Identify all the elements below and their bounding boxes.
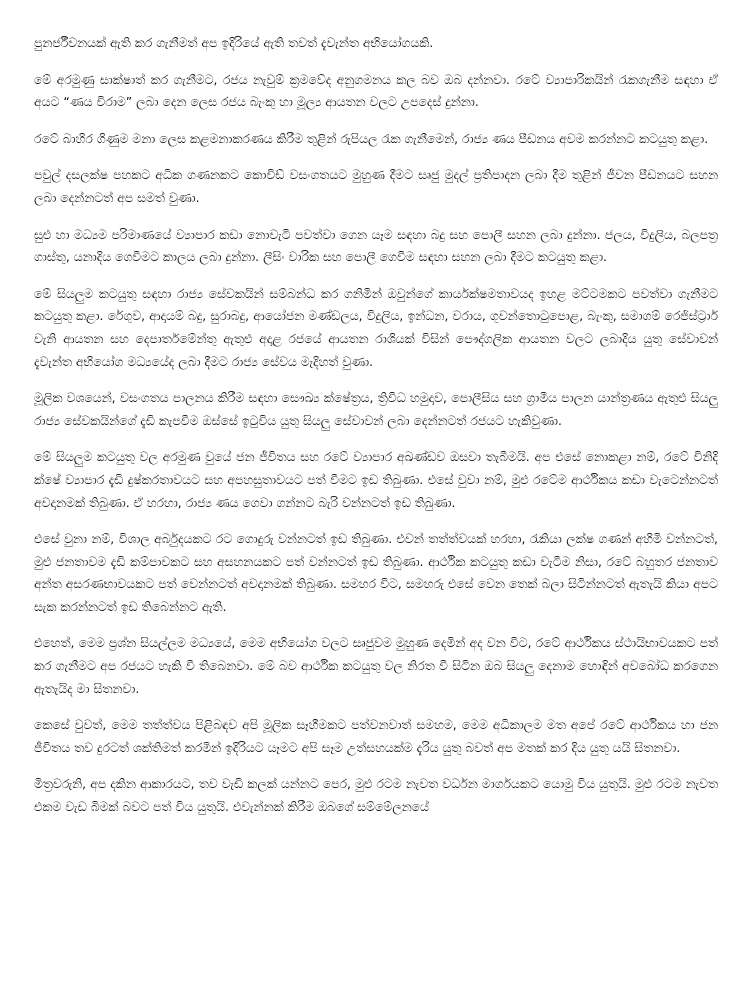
paragraph-3: රටේ බාහිර ගිණුම මනා ලෙස කළමනාකරණය කිරීම තුළින් රුපියල රැක ගැනීමෙන්, රාජ්‍ය ණය පීඩනය අවම කරන්නට කටයුතු කළා. [34,131,709,146]
paragraph-1: පුනර්ජීවනයක් ඇති කර ගැනීමත් අප ඉදිරියේ ඇති තවත් දැවැන්ත අභියෝගයකි. [34,36,434,50]
paragraph-11: කෙසේ වුවත්, මෙම තත්ත්වය පිළිබඳව අපි මූලික සෑහීමකට පත්වනවාත් සමහම, මෙම අධිකාලම මත අපේ රටේ ආර්ථිකය හා ජන ජීවිතය තව දුරටත් ශක්තිමත් කරමින් ඉදිරියට යෑමට අපි සෑම උත්සහයක්ම දැරිය යුතු බවත් අප මතක් කර දිය යුතු යයි සිතනවා. [34,718,718,755]
paragraph-10: එහෙත්, මෙම ප්‍රශ්න සියල්ලම මධ්‍යයේ, මෙම අභියෝග වලට සෘජුවම මුහුණ දෙමින් අද වන විට, රටේ ආර්ථිකය ස්ථායිභාවයකට පත් කර ගැනීමට අප රජයට හැකි වී තිබෙනවා. මේ බව ආර්ථික කටයුතු වල නිරත වී සිටින ඔබ සියලු දෙනාම හොඳින් අවබෝධ කරගෙන ඇතැයිද මා සිතනවා. [34,636,718,696]
paragraph-6: මේ සියලුම කටයුතු සඳහා රාජ්‍ය සේවකයින් සම්බන්ධ කර ගනිමින් ඔවුන්ගේ කාර්යක්ෂමතාවයද ඉහළ මට්ටමකට පවත්වා ගැනීමට කටයුතු කළා. රේගුව, ආදායම් බදු, සුරාබදු, ආයෝජන මණ්ඩලය, විදුලිය, ඉන්ධන, වරාය, ගුවන්තොටුපොළ, බැංකු, සමාගම් රෙජිස්ට්‍රාර් වැනි ආයතන සහ දෙපාර්තමේන්තු ඇතුළු අදාළ රජයේ ආයතන රාශියක් විසින් පෞද්ගලික ආයතන වලට ලබාදිය යුතු සේවාවන් දැවැන්ත අභියෝග මධ්‍යයේද ලබා දීමට රාජ්‍ය සේවය මැදිහත් වුණා. [34,286,718,369]
paragraph-5: සුළු හා මධ්‍යම පරිමාණයේ ව්‍යාපාර කඩා නොවැටී පවත්වා ගෙන යෑම සඳහා බදු සහ පොලී සහන ලබා දුන්නා. ජලය, විදුලිය, බලපත්‍ර ගාස්තු, යනාදිය ගෙවීමට කාලය ලබා දුන්නා. ලීසිං වාරික සහ පොලී ගෙවීම සඳහා සහන ලබා දීමට කටයුතු කළා. [34,227,718,265]
paragraph-8: මේ සියලුම කටයුතු වල අරමුණ වුයේ ජන ජීවිතය සහ රටේ ව්‍යාපාර අඛණ්ඩව ඔසවා තැබීමයි. අප එසේ නොකළා නම්, රටේ විනිදි ක්ෂේ ව්‍යාපාර දැඩි දුෂ්කරතාවයට සහ අපහසුතාවයට පත් වීමට ඉඩ තිබුණා. එසේ වුවා නම්, මුළු රටේම ආර්ථිකය කඩා වැටෙන්නටත් අවදානමක් තිබුණා. ඒ හරහා, රාජ්‍ය ණය ගෙවා ගන්නට බැරි වන්නටත් ඉඩ තිබුණා. [34,450,718,510]
paragraph-2: මේ අරමුණු සාක්ෂාත් කර ගැනීමට, රජය නැවුම් ක්‍රමවේද අනුගමනය කල බව ඔබ දන්නවා. රටේ ව්‍යාපාරිකයින් රැකගැනීම සඳහා ඒ අයට “ණය විරාම” ලබා දෙන ලෙස රජය බැංකු හා මූල්‍ය ආයතන වලට උපදෙස් දුන්නා. [34,72,718,110]
paragraph-12: මිත්‍රවරුනි, අප දකින ආකාරයට, තව වැඩි කලක් යන්නට පෙර, මුළු රටම නැවත වර්ධන මාර්ගයකට යොමු විය යුතුයි. මුළු රටම නැවත එකම වැඩ බිමක් බවට පත් විය යුතුයි. එවැන්නක් කිරීම ඔබගේ සම්මේලනයේ [34,777,718,815]
paragraph-7: මූලික වශයෙන්, වසංගතය පාලනය කිරීම සඳහා සෞඛ්‍ය ක්ෂේත්‍රය, ත්‍රිවිධ හමුදාව, පොලීසිය සහ ග්‍රාමීය පාලන යාන්ත්‍රණය ඇතුළු සියලු රාජ්‍ය සේවකයින්ගේ දැඩි කැපවීම ඔස්සේ ඉටුවිය යුතු සියලු සේවාවන් ලබා දෙන්නටත් රජයට හැකිවුණා. [34,391,718,428]
paragraph-4: පවුල් දසලක්ෂ පහකට අධික ගණනකට කොවිඩ් වසංගතයට මුහුණ දීමට සෘජු මුදල් ප්‍රතිපාදන ලබා දීම තුළින් ජීවන පීඩනයට සහන ලබා දෙන්නටත් අප සමත් වුණා. [34,168,718,205]
paragraph-9: එසේ වුනා නම්, විශාල අර්බුදයකට රට ගොදුරු වන්නටත් ඉඩ තිබුණා. එවන් තත්ත්වයක් හරහා, රැකියා ලක්ෂ ගණන් අහිමි වන්නටත්, මුළු ජනතාවම දැඩි කම්පාවකට සහ අසහනයකට පත් වන්නටත් ඉඩ තිබුණා. ආර්ථික කටයුතු කඩා වැටීම නිසා, රටේ බහුතර ජනතාව අන්ත අසරණභාවයකට පත් වෙන්නටත් අවදානමක් තිබුණා. සමහර විට, සමහරු එසේ වෙන තෙක් බලා සිටින්නටත් ඇතැයි කියා අපට සැක කරන්නටත් ඉඩ තිබෙන්නට ඇති. [34,532,718,614]
document-page [34,32,718,1000]
